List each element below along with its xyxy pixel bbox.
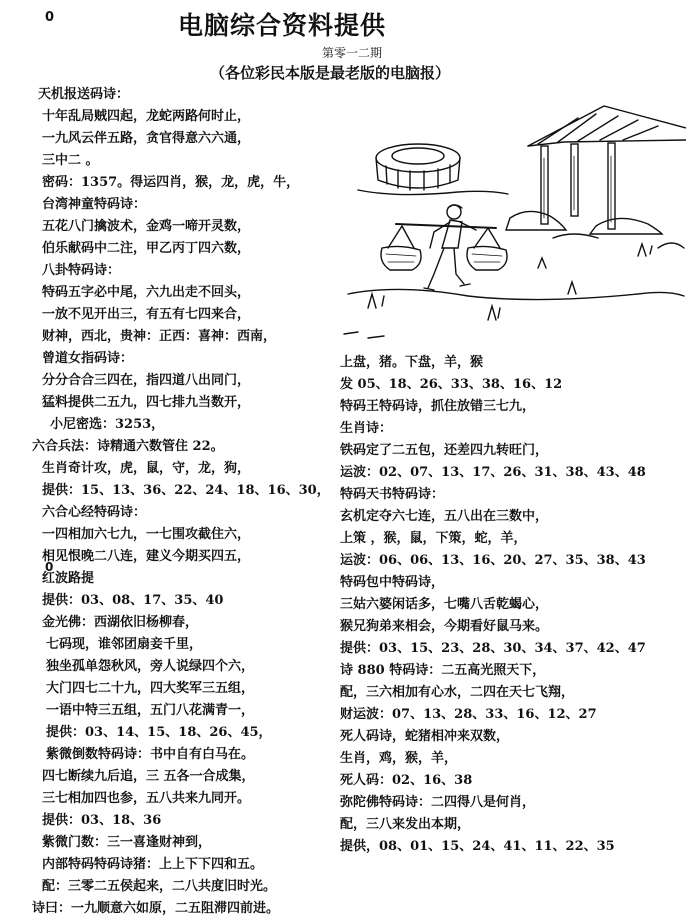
text-line: 伯乐献码中二注，甲乙丙丁四六数， [42,241,251,256]
text-line: 相见恨晚二八连，建义今期买四五， [42,549,251,564]
text-line: 天机报送码诗： [38,87,130,102]
left-column [32,84,338,920]
text-line: 一九风云伴五路，贪官得意六六通， [42,131,251,146]
text-line: 提供：03、15、23、28、30、34、37、42、47 [340,641,646,656]
text-line: 一语中特三五组，五门八花满青一， [46,703,255,718]
text-line: 六合心经特码诗： [42,505,147,520]
farmer-illustration [338,98,686,346]
text-line: 特码五字必中尾，六九出走不回头， [42,285,251,300]
text-line: 运波：06、06、13、16、20、27、35、38、43 [340,553,646,568]
right-column [340,352,685,858]
text-line: 死人码诗，蛇猪相冲来双数， [340,729,510,744]
page-subtitle: （各位彩民本版是最老版的电脑报） [210,64,451,82]
text-line: 分分合合三四在，指四道八出同门， [42,373,251,388]
text-line: 特码王特码诗，抓住放错三七九， [340,399,536,414]
text-line: 诗 880 特码诗：二五高光照天下， [340,663,546,678]
stray-mark: 0 [45,560,54,574]
text-line: 配，三八来发出本期， [340,817,471,832]
text-line: 三中二 。 [42,153,99,168]
text-line: 发 05、18、26、33、38、16、12 [340,377,563,392]
text-line: 五花八门擒波术，金鸡一啼开灵数， [42,219,251,234]
issue-number: 第零一二期 [322,46,383,60]
text-line: 生肖奇计攻，虎，鼠，守，龙，狗， [42,461,251,476]
text-line: 运波：02、07、13、17、26、31、38、43、48 [340,465,646,480]
text-line: 玄机定夺六七连，五八出在三数中， [340,509,549,524]
text-line: 猛料提供二五九，四七排九当数开， [42,395,251,410]
page-number: 0 [45,10,55,25]
text-line: 诗曰：一九顺意六如原，二五阻滞四前进。 [32,901,280,916]
text-line: 配：三零二五侯起来，二八共度旧时光。 [42,879,277,894]
text-line: 八卦特码诗： [42,263,121,278]
text-line: 财运波：07、13、28、33、16、12、27 [340,707,597,722]
text-line: 金光佛：西湖依旧杨柳春， [42,615,199,630]
text-line: 上策 ，猴，鼠，下策，蛇，羊， [340,531,527,546]
text-line: 小尼密选：3253， [50,417,165,432]
text-line: 紫微倒数特码诗：书中自有白马在。 [46,747,255,762]
page-title: 电脑综合资料提供 [178,11,387,40]
text-line: 上盘，猪。下盘，羊，猴 [340,355,484,370]
text-line: 提供：15、13、36、22、24、18、16、30， [42,483,330,498]
text-line: 一四相加六七九，一七围攻截住六， [42,527,251,542]
text-line: 三姑六婆闲话多，七嘴八舌乾蝎心， [340,597,549,612]
text-line: 特码天书特码诗： [340,487,445,502]
text-line: 台湾神童特码诗： [42,197,147,212]
text-line: 四七断续九后追，三 五各一合成集， [42,769,255,784]
text-line: 一放不见开出三，有五有七四来合， [42,307,251,322]
text-line: 提供，08、01、15、24、41、11、22、35 [340,839,615,854]
text-line: 铁码定了二五包，还差四九转旺门， [340,443,549,458]
text-line: 十年乱局贼四起，龙蛇两路何时止， [42,109,251,124]
farmer-carrying-pole-icon [338,98,686,346]
text-line: 七码现，谁邻团扇妾千里， [46,637,203,652]
text-line: 紫微门数：三一喜逢财神到， [42,835,212,850]
text-line: 提供：03、18、36 [42,813,162,828]
text-line: 特码包中特码诗， [340,575,445,590]
text-line: 内部特码特码诗猪：上上下下四和五。 [42,857,264,872]
text-line: 六合兵法：诗精通六数管住 22。 [32,439,224,454]
text-line: 提供：03、08、17、35、40 [42,593,224,608]
text-line: 财神，西北，贵神：正西：喜神：西南， [42,329,277,344]
text-line: 死人码：02、16、38 [340,773,473,788]
text-line: 红波路提 [42,571,95,586]
text-line: 曾道女指码诗： [42,351,134,366]
text-line: 提供：03、14、15、18、26、45， [46,725,272,740]
text-line: 大门四七二十九，四大奖军三五组， [46,681,255,696]
text-line: 生肖诗： [340,421,393,436]
text-line: 密码：1357。得运四肖，猴，龙，虎，牛， [42,175,300,190]
text-line: 配，三六相加有心水，二四在天七飞翔， [340,685,575,700]
text-line: 独坐孤单怨秋风，旁人说绿四个六， [46,659,255,674]
text-line: 生肖，鸡，猴，羊， [340,751,458,766]
text-line: 三七相加四也参，五八共来九同开。 [42,791,251,806]
text-line: 猴兄狗弟来相会，今期看好鼠马来。 [340,619,549,634]
text-line: 弥陀佛特码诗：二四得八是何肖， [340,795,536,810]
